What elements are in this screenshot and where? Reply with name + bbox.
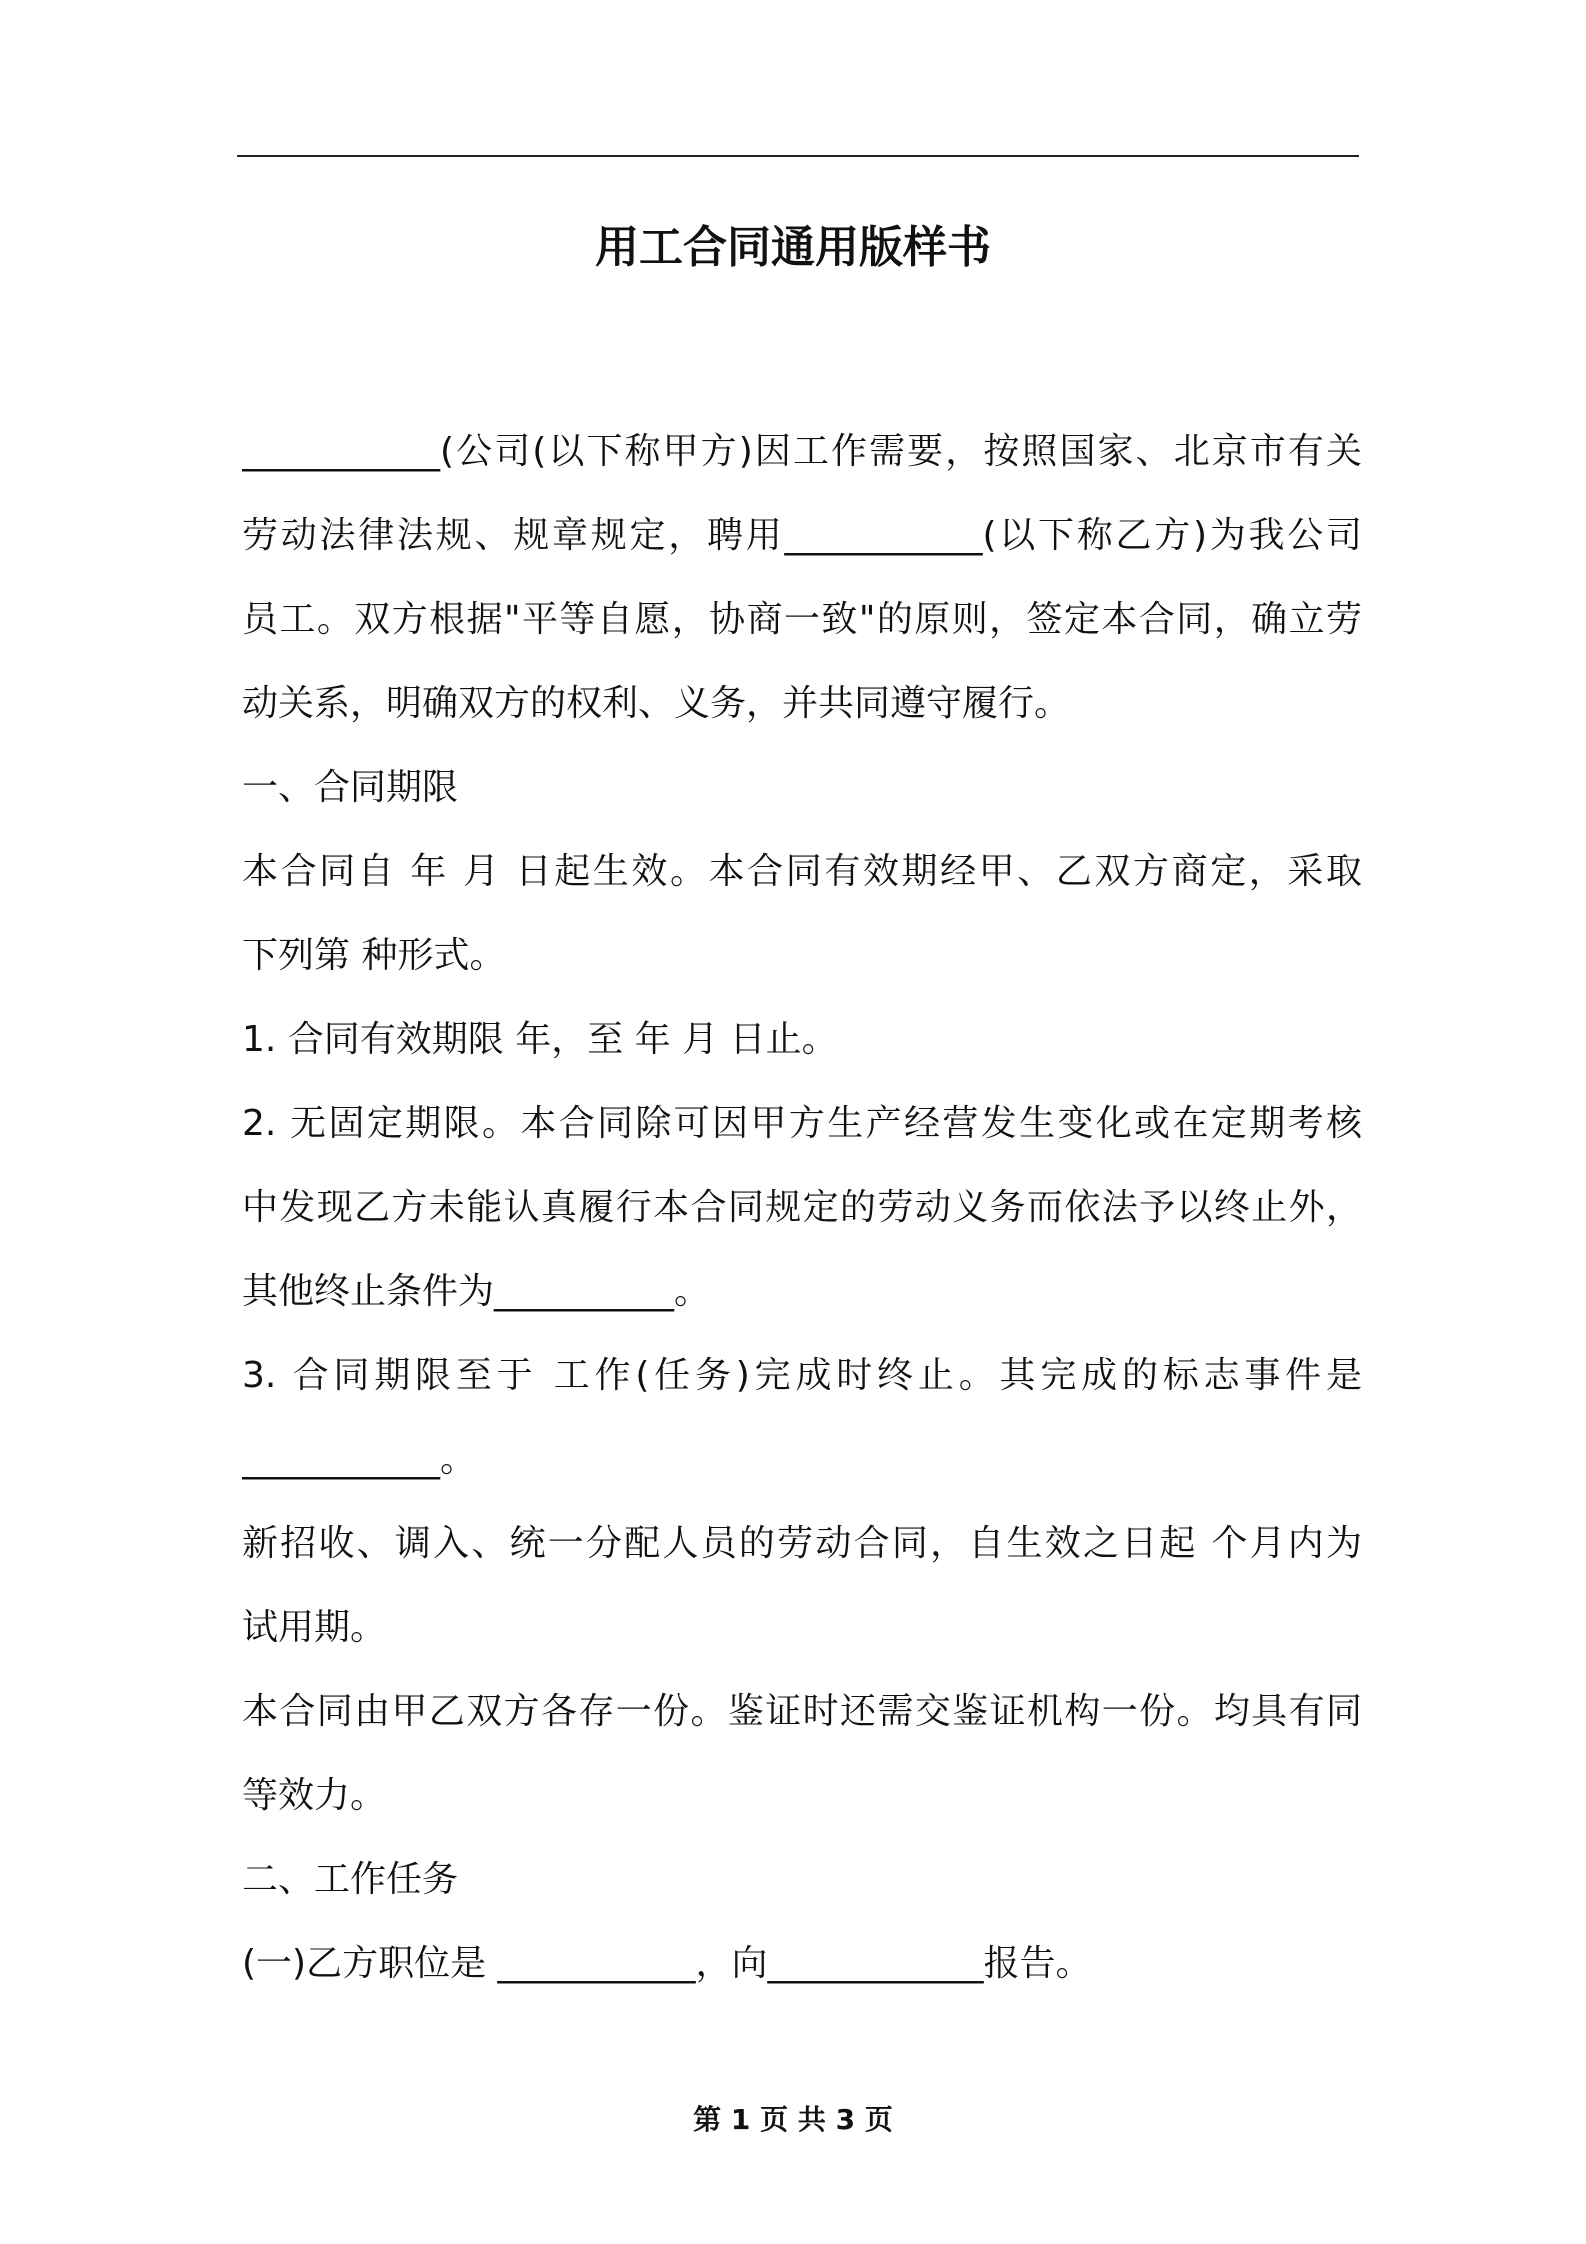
- page-number: 第 1 页 共 3 页: [693, 2103, 893, 2136]
- body-line: ___________(公司(以下称甲方)因工作需要，按照国家、北京市有关: [242, 431, 1362, 472]
- body-line: 本合同由甲乙双方各存一份。鉴证时还需交鉴证机构一份。均具有同: [242, 1691, 1362, 1732]
- body-line: 等效力。: [242, 1775, 387, 1816]
- body-line: 本合同自 年 月 日起生效。本合同有效期经甲、乙双方商定，采取: [242, 851, 1362, 892]
- body-line: ___________。: [242, 1439, 477, 1480]
- body-line: 劳动法律法规、规章规定，聘用___________(以下称乙方)为我公司: [242, 515, 1362, 556]
- document-title: 用工合同通用版样书: [595, 222, 991, 273]
- header-rule: [237, 155, 1359, 157]
- body-line: 试用期。: [242, 1607, 387, 1648]
- body-line: 动关系，明确双方的权利、义务，并共同遵守履行。: [242, 683, 1071, 724]
- body-line: 新招收、调入、统一分配人员的劳动合同，自生效之日起 个月内为: [242, 1523, 1362, 1564]
- body-line: 其他终止条件为__________。: [242, 1271, 711, 1312]
- body-line: (一)乙方职位是 ___________，向____________报告。: [242, 1943, 1092, 1984]
- body-line: 下列第 种形式。: [242, 935, 506, 976]
- body-line: 1. 合同有效期限 年，至 年 月 日止。: [242, 1019, 838, 1060]
- body-line: 2. 无固定期限。本合同除可因甲方生产经营发生变化或在定期考核: [242, 1103, 1362, 1144]
- document-body: [242, 410, 1362, 2006]
- body-line: 3. 合同期限至于 工作(任务)完成时终止。其完成的标志事件是: [242, 1355, 1362, 1396]
- body-line: 员工。双方根据"平等自愿，协商一致"的原则，签定本合同，确立劳: [242, 599, 1362, 640]
- body-line: 中发现乙方未能认真履行本合同规定的劳动义务而依法予以终止外，: [242, 1187, 1362, 1228]
- section-heading: 二、工作任务: [242, 1859, 459, 1900]
- section-heading: 一、合同期限: [242, 767, 459, 808]
